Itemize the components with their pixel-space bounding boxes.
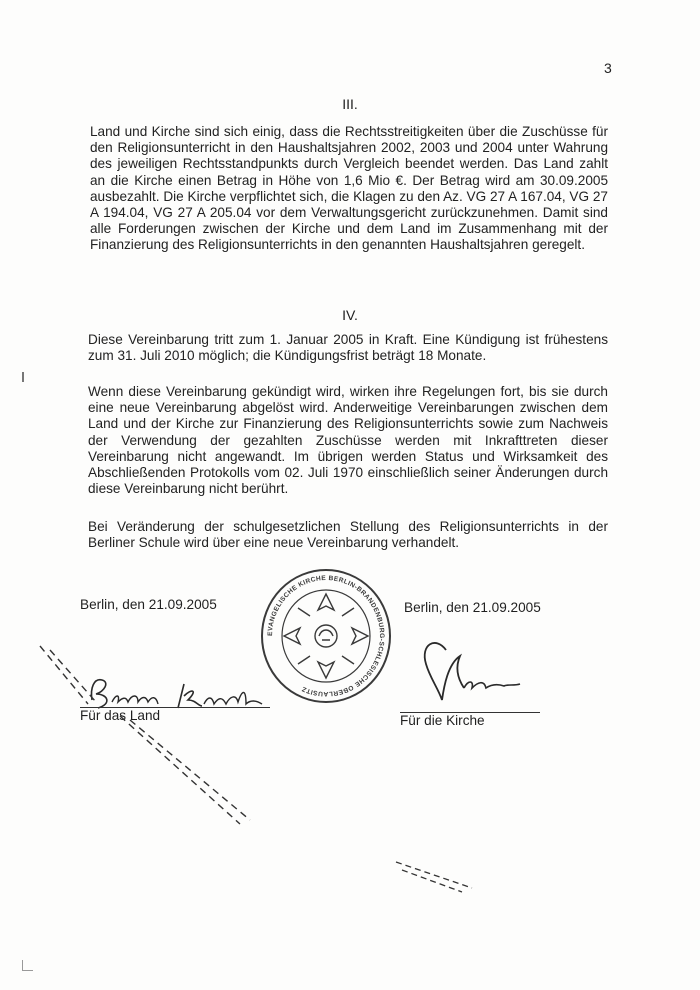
left-place-date: Berlin, den 21.09.2005 bbox=[80, 597, 217, 612]
paragraph-text: Wenn diese Vereinbarung gekündigt wird, wirken ihre Regelungen fort, bis sie durch eine neue Vereinbarung abgelöst wird. Anderweitige Vereinbarungen zwischen dem Land und der Kirche zur Finanzierung des Religionsunterrichts sowie zum Nachweis der Verwendung der gezahlten Zuschüsse werden mit Inkrafttreten dieser Vereinbarung nicht angewandt. Im übrigen werden Status und Wirksamkeit des Abschließenden Protokolls vom 02. Juli 1970 einschließlich seiner Änderungen durch diese Vereinbarung nicht berührt. bbox=[88, 384, 608, 497]
section-3-paragraph: Land und Kirche sind sich einig, dass die Rechtsstreitigkeiten über die Zuschüsse für den Religionsunterricht in den Haushaltsjahren 2002, 2003 und 2004 unter Wahrung des jeweiligen Rechtsstandpunkts durch Vergleich beendet werden. Das Land zahlt an die Kirche einen Betrag in Höhe von 1,6 Mio €. Der Betrag wird am 30.09.2005 ausbezahlt. Die Kirche verpflichtet sich, die Klagen zu den Az. VG 27 A 167.04, VG 27 A 194.04, VG 27 A 205.04 vor dem Verwaltungsgericht zurückzunehmen. Damit sind alle Forderungen zwischen der Kirche und dem Land im Zusammenhang mit der Finanzierung des Religionsunterrichts in den genannten Haushaltsjahren geregelt. bbox=[90, 124, 608, 253]
section-4-paragraph-1 bbox=[88, 332, 608, 364]
section-4-paragraph-3 bbox=[88, 519, 608, 551]
section-3-text bbox=[90, 124, 608, 254]
corner-mark bbox=[22, 960, 33, 971]
right-handwritten-signature bbox=[408, 630, 548, 710]
right-place-date: Berlin, den 21.09.2005 bbox=[404, 600, 541, 615]
margin-mark bbox=[22, 372, 24, 382]
section-4-paragraph-2 bbox=[88, 384, 608, 497]
paragraph-text: Bei Veränderung der schulgesetzlichen Stellung des Religionsunterrichts in der Berliner Schule wird über eine neue Vereinbarung verhandelt. bbox=[88, 519, 608, 551]
church-seal-stamp bbox=[256, 566, 396, 706]
paragraph-text: Diese Vereinbarung tritt zum 1. Januar 2005 in Kraft. Eine Kündigung ist frühestens zum 31. Juli 2010 möglich; die Kündigungsfrist beträgt 18 Monate. bbox=[88, 332, 608, 364]
diagonal-hatch-marks bbox=[30, 640, 260, 830]
section-3-heading: III. bbox=[342, 96, 358, 112]
right-signature-caption: Für die Kirche bbox=[400, 713, 485, 728]
section-4-heading: IV. bbox=[342, 307, 358, 323]
page-number: 3 bbox=[604, 60, 612, 76]
bottom-dashed-mark bbox=[392, 856, 482, 896]
left-signature-caption: Für das Land bbox=[80, 708, 161, 723]
seal-text: EVANGELISCHE KIRCHE BERLIN-BRANDENBURG-SCHLESISCHE OBERLAUSITZ bbox=[266, 574, 386, 698]
